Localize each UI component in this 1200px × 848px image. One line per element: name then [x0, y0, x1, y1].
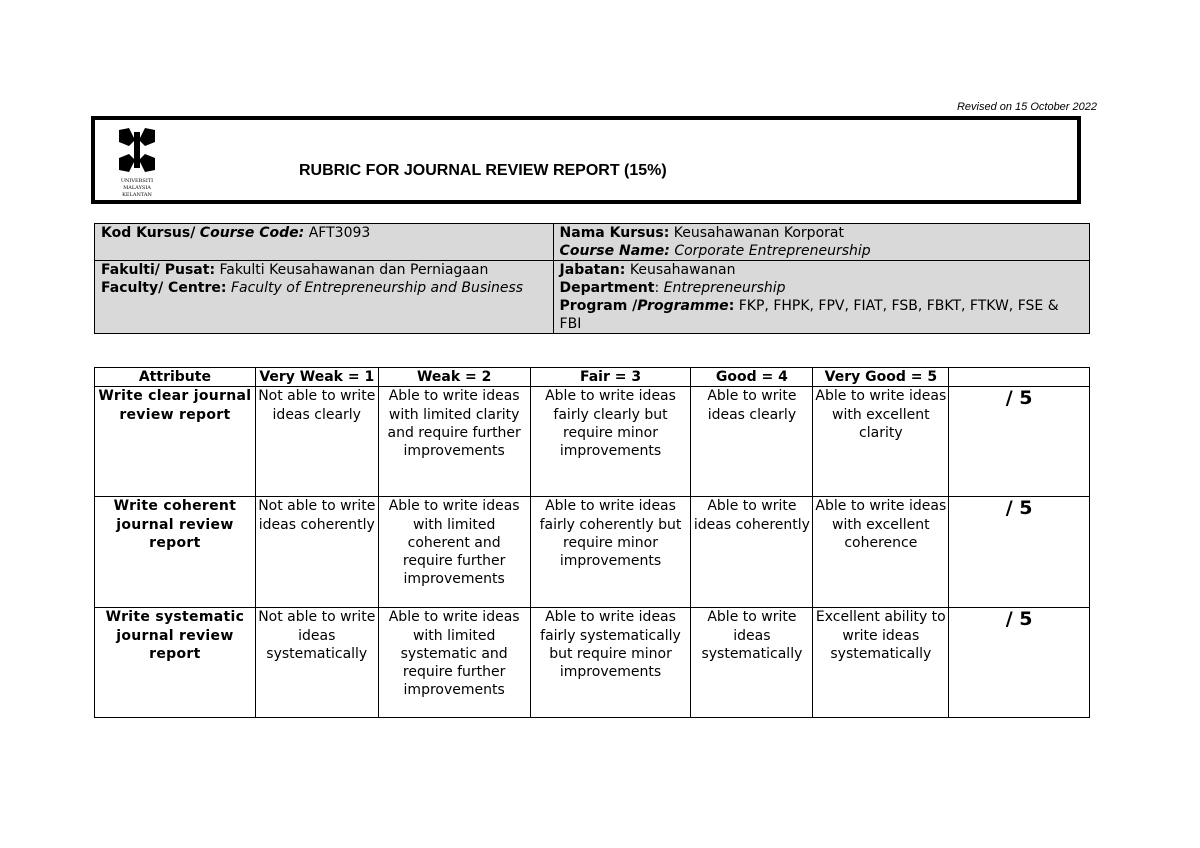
criteria-cell: Able to write ideas with limited coherent and require further improvements	[378, 497, 530, 608]
rubric-row-coherent	[95, 497, 1090, 608]
faculty-label: Fakulti/ Pusat:	[101, 262, 216, 278]
criteria-cell: Excellent ability to write ideas systematically	[813, 608, 949, 718]
criteria-cell: Able to write ideas with limited clarity and require further improvements	[378, 387, 530, 497]
logo-text-2: MALAYSIA	[123, 185, 151, 191]
rubric-row-systematic	[95, 608, 1090, 718]
criteria-cell: Able to write ideas with limited systematic and require further improvements	[378, 608, 530, 718]
criteria-cell: Not able to write ideas coherently	[255, 497, 378, 608]
score-cell[interactable]: / 5	[949, 497, 1090, 608]
criteria-cell: Able to write ideas with excellent coherence	[813, 497, 949, 608]
rubric-row-clear	[95, 387, 1090, 497]
criteria-cell: Able to write ideas coherently	[691, 497, 813, 608]
faculty-cell	[95, 261, 554, 334]
rubric-header-row	[95, 368, 1090, 387]
info-row-1	[95, 224, 1090, 261]
course-name-label: Nama Kursus:	[559, 225, 670, 241]
faculty-label-en: Faculty/ Centre:	[101, 280, 227, 296]
header-score	[949, 368, 1090, 387]
course-info-table	[94, 223, 1090, 334]
header-fair: Fair = 3	[530, 368, 691, 387]
header-attribute: Attribute	[95, 368, 256, 387]
criteria-cell: Not able to write ideas clearly	[255, 387, 378, 497]
university-logo	[115, 126, 159, 200]
header-weak: Weak = 2	[378, 368, 530, 387]
department-value: Keusahawanan	[629, 262, 736, 278]
attribute-cell: Write clear journal review report	[95, 387, 256, 497]
header-box	[91, 116, 1081, 204]
course-code-label: Kod Kursus/	[101, 225, 196, 241]
logo-text-3: KELANTAN	[122, 192, 152, 198]
course-name-value: Keusahawanan Korporat	[673, 225, 844, 241]
faculty-value-en: Faculty of Entrepreneurship and Business	[230, 280, 524, 296]
header-very-weak: Very Weak = 1	[255, 368, 378, 387]
criteria-cell: Not able to write ideas systematically	[255, 608, 378, 718]
department-cell: Jabatan: Keusahawanan Department: Entrepreneurship Program /Programme: FKP, FHPK, FPV, FIAT, FSB, FBKT, FTKW, FSE & FBI	[553, 261, 1089, 334]
criteria-cell: Able to write ideas with excellent clarity	[813, 387, 949, 497]
header-good: Good = 4	[691, 368, 813, 387]
program-label-en: Programme	[637, 298, 729, 314]
header-very-good: Very Good = 5	[813, 368, 949, 387]
course-name-label-en: Course Name:	[559, 243, 670, 259]
department-label-en: Department	[559, 280, 655, 296]
score-cell[interactable]: / 5	[949, 608, 1090, 718]
course-name-value-en: Corporate Entrepreneurship	[674, 243, 871, 259]
department-label: Jabatan:	[559, 262, 626, 278]
criteria-cell: Able to write ideas fairly coherently but require minor improvements	[530, 497, 691, 608]
criteria-cell: Able to write ideas fairly clearly but require minor improvements	[530, 387, 691, 497]
course-code-cell	[95, 224, 554, 261]
department-value-en: Entrepreneurship	[663, 280, 786, 296]
rubric-table	[94, 367, 1090, 718]
attribute-cell: Write systematic journal review report	[95, 608, 256, 718]
attribute-cell: Write coherent journal review report	[95, 497, 256, 608]
course-code-label-en: Course Code:	[199, 225, 305, 241]
criteria-cell: Able to write ideas systematically	[691, 608, 813, 718]
course-code-value: AFT3093	[308, 225, 371, 241]
criteria-cell: Able to write ideas fairly systematically but require minor improvements	[530, 608, 691, 718]
program-label: Program /	[559, 298, 638, 314]
info-row-2	[95, 261, 1090, 334]
revision-date: Revised on 15 October 2022	[956, 101, 1097, 113]
logo-text-1: UNIVERSITI	[120, 178, 154, 184]
program-value: FKP, FHPK, FPV, FIAT, FSB, FBKT, FTKW, FSE & FBI	[559, 298, 1059, 332]
course-name-cell	[553, 224, 1089, 261]
criteria-cell: Able to write ideas clearly	[691, 387, 813, 497]
faculty-value: Fakulti Keusahawanan dan Perniagaan	[219, 262, 489, 278]
score-cell[interactable]: / 5	[949, 387, 1090, 497]
page-title: RUBRIC FOR JOURNAL REVIEW REPORT (15%)	[299, 162, 667, 179]
